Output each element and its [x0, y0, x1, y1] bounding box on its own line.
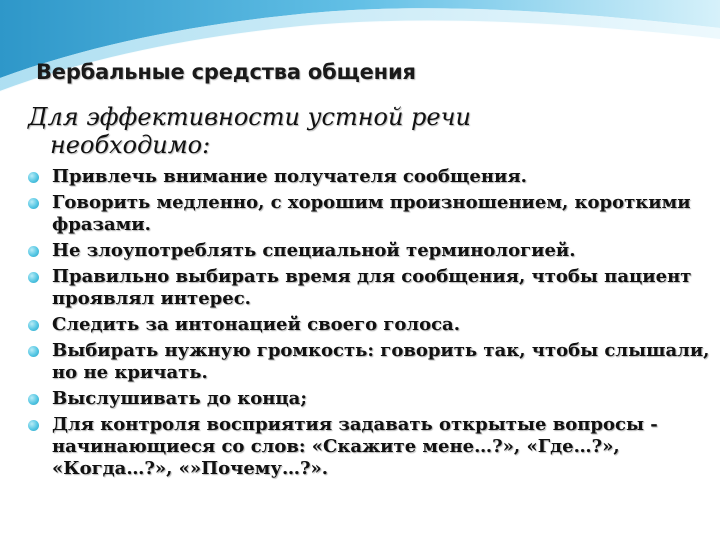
bullet-icon — [28, 198, 39, 209]
list-item — [22, 240, 712, 262]
list-item-text: Для контроля восприятия задавать открытые вопросы - начинающиеся со слов: «Скажите мене…?», «Где…?», «Когда…?», «»Почему…?». — [52, 414, 658, 479]
list-item-text: Не злоупотреблять специальной терминологией. — [52, 240, 576, 261]
list-item-text: Выбирать нужную громкость: говорить так, чтобы слышали, но не кричать. — [52, 340, 710, 383]
list-item-text: Говорить медленно, с хорошим произношением, короткими фразами. — [52, 192, 691, 235]
list-item — [22, 388, 712, 410]
bullet-icon — [28, 394, 39, 405]
bullet-icon — [28, 246, 39, 257]
bullet-icon — [28, 320, 39, 331]
list-item — [22, 166, 712, 188]
list-item-text: Привлечь внимание получателя сообщения. — [52, 166, 527, 187]
list-item — [22, 340, 712, 384]
list-item — [22, 266, 712, 310]
list-item-text: Правильно выбирать время для сообщения, чтобы пациент проявлял интерес. — [52, 266, 692, 309]
bullet-icon — [28, 420, 39, 431]
list-item — [22, 192, 712, 236]
list-item — [22, 314, 712, 336]
bullet-list — [22, 166, 712, 484]
list-item — [22, 414, 712, 480]
slide-title: Вербальные средства общения — [36, 60, 416, 84]
bullet-icon — [28, 172, 39, 183]
slide-subtitle — [28, 103, 688, 159]
bullet-icon — [28, 346, 39, 357]
subtitle-line-2: необходимо: — [50, 131, 211, 159]
subtitle-line-1: Для эффективности устной речи — [28, 103, 472, 131]
list-item-text: Следить за интонацией своего голоса. — [52, 314, 460, 335]
list-item-text: Выслушивать до конца; — [52, 388, 307, 409]
bullet-icon — [28, 272, 39, 283]
